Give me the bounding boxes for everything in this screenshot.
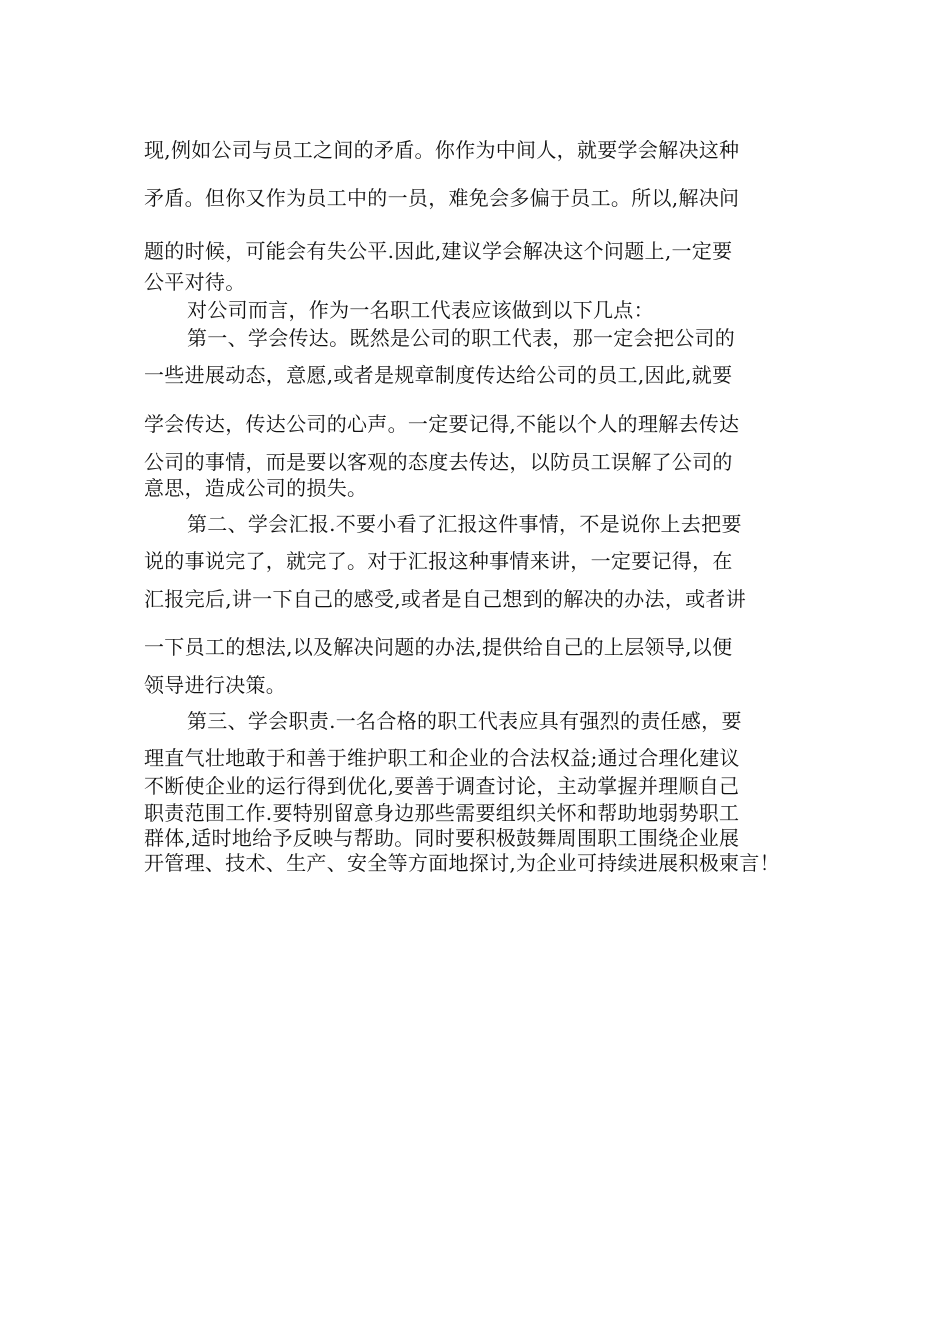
text-line-6: 第一、学会传达。既然是公司的职工代表，那一定会把公司的 [187, 326, 736, 350]
text-line-8: 学会传达，传达公司的心声。一定要记得,不能以个人的理解去传达 [144, 412, 740, 436]
text-line-18: 不断使企业的运行得到优化,要善于调查讨论，主动掌握并理顺自己 [144, 774, 740, 798]
text-line-15: 领导进行决策。 [144, 673, 287, 697]
text-line-9: 公司的事情，而是要以客观的态度去传达，以防员工误解了公司的 [144, 450, 733, 474]
text-line-16: 第三、学会职责.一名合格的职工代表应具有强烈的责任感，要 [187, 709, 742, 733]
text-line-7: 一些进展动态，意愿,或者是规章制度传达给公司的员工,因此,就要 [144, 363, 733, 387]
text-line-21: 开管理、技术、生产、安全等方面地探讨,为企业可持续进展积极柬言！ [144, 851, 780, 875]
text-line-1: 现,例如公司与员工之间的矛盾。你作为中间人，就要学会解决这种 [144, 138, 740, 162]
text-line-20: 群体,适时地给予反映与帮助。同时要积极鼓舞周围职工围绕企业展 [144, 826, 740, 850]
text-line-19: 职责范围工作.要特别留意身边那些需要组织关怀和帮助地弱势职工 [144, 801, 740, 825]
text-line-14: 一下员工的想法,以及解决问题的办法,提供给自己的上层领导,以便 [144, 635, 733, 659]
text-line-10: 意思，造成公司的损失。 [144, 476, 368, 500]
text-line-11: 第二、学会汇报.不要小看了汇报这件事情，不是说你上去把要 [187, 512, 742, 536]
text-line-2: 矛盾。但你又作为员工中的一员，难免会多偏于员工。所以,解决问 [144, 186, 740, 210]
text-line-17: 理直气壮地敢于和善于维护职工和企业的合法权益;通过合理化建议 [144, 746, 740, 770]
text-line-13: 汇报完后,讲一下自己的感受,或者是自己想到的解决的办法，或者讲 [144, 587, 747, 611]
text-line-3: 题的时候，可能会有失公平.因此,建议学会解决这个问题上,一定要 [144, 239, 733, 263]
text-line-4: 公平对待。 [144, 270, 246, 294]
text-line-5: 对公司而言，作为一名职工代表应该做到以下几点： [187, 298, 654, 322]
text-line-12: 说的事说完了，就完了。对于汇报这种事情来讲，一定要记得，在 [144, 549, 733, 573]
